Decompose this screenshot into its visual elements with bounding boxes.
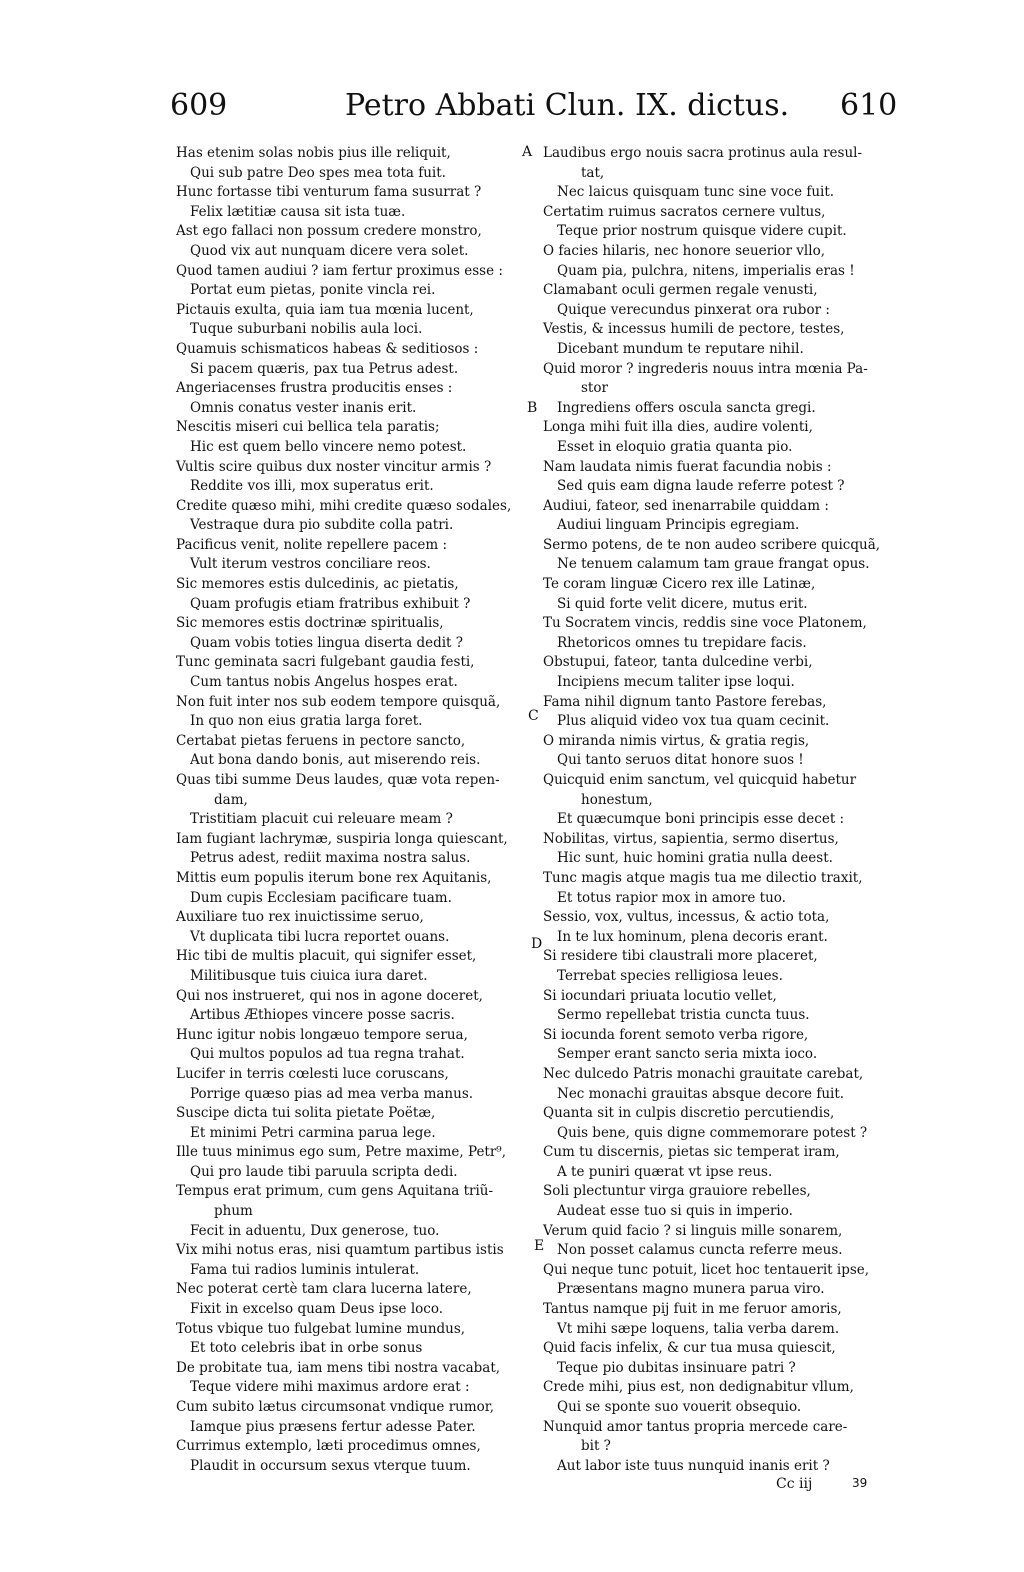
margin-marker-a: A (522, 144, 533, 160)
verse-line: Suscipe dicta tui solita pietate Poëtæ, (176, 1105, 436, 1122)
verse-line: Felix lætitiæ causa sit ista tuæ. (190, 203, 406, 220)
verse-line: Cum tu discernis, pietas sic temperat iram, (543, 1144, 840, 1161)
verse-line: tat, (581, 164, 605, 181)
verse-line: Teque videre mihi maximus ardore erat : (190, 1379, 470, 1396)
verse-line: Et minimi Petri carmina parua lege. (190, 1124, 436, 1141)
page-header (0, 88, 1024, 128)
right-page-number: 610 (840, 88, 898, 123)
verse-line: In te lux hominum, plena decoris erant. (557, 928, 828, 945)
verse-line: Verum quid facio ? si linguis mille sonarem, (543, 1222, 843, 1239)
right-column (543, 144, 898, 1476)
verse-line: Nec monachi grauitas absque decore fuit. (557, 1085, 845, 1102)
verse-line: Clamabant oculi germen regale venusti, (543, 282, 818, 299)
verse-line: Portat eum pietas, ponite vincla rei. (190, 282, 436, 299)
verse-line: Obstupui, fateor, tanta dulcedine verbi, (543, 654, 813, 671)
verse-line: Dicebant mundum te reputare nihil. (557, 340, 804, 357)
verse-line: Aut bona dando bonis, aut miserendo reis. (190, 752, 481, 769)
verse-line: Nec dulcedo Patris monachi grauitate carebat, (543, 1065, 864, 1082)
verse-line: Si residere tibi claustrali more placeret, (543, 948, 818, 965)
margin-marker-d: D (531, 936, 543, 952)
margin-marker-b: B (527, 400, 538, 416)
verse-line: Crede mihi, pius est, non dedignabitur vllum, (543, 1379, 854, 1396)
verse-line: Ille tuus minimus ego sum, Petre maxime, Petr⁹, (176, 1144, 507, 1161)
verse-line: Quod vix aut nunquam dicere vera solet. (190, 242, 469, 259)
verse-line: Quicquid enim sanctum, vel quicquid habetur (543, 772, 857, 788)
verse-line: Has etenim solas nobis pius ille reliquit, (176, 145, 451, 161)
verse-line: Quis bene, quis digne commemorare potest ? (557, 1124, 868, 1141)
verse-line: Qui nos instrueret, qui nos in agone doceret, (176, 987, 483, 1004)
verse-line: stor (581, 380, 608, 397)
verse-line: Auxiliare tuo rex inuictissime seruo, (176, 909, 424, 926)
verse-line: Quanta sit in culpis discretio percutiendis, (543, 1105, 835, 1122)
verse-line: Lucifer in terris cœlesti luce coruscans, (176, 1065, 449, 1082)
verse-line: Tu Socratem vincis, reddis sine voce Platonem, (543, 615, 867, 632)
verse-line: Ne tenuem calamum tam graue frangat opus. (557, 556, 870, 573)
verse-line: Soli plectuntur virga grauiore rebelles, (543, 1183, 811, 1200)
verse-line: Quid facis infelix, & cur tua musa quiescit, (543, 1340, 836, 1357)
verse-line: Sermo potens, de te non audeo scribere quicquã, (543, 536, 881, 553)
verse-line: Hunc fortasse tibi venturum fama susurrat ? (176, 184, 482, 201)
verse-line: Qui pro laude tibi paruula scripta dedi. (190, 1163, 458, 1180)
verse-line: Plus aliquid video vox tua quam cecinit. (557, 713, 830, 730)
verse-line: Te coram linguæ Cicero rex ille Latinæ, (543, 576, 816, 593)
verse-line: Terrebat species relligiosa leues. (557, 967, 783, 984)
verse-line: Porrige quæso pias ad mea verba manus. (190, 1085, 474, 1102)
verse-line: Aut labor iste tuus nunquid inanis erit ? (557, 1457, 830, 1474)
margin-marker-c: C (528, 708, 539, 724)
verse-line: Fama nihil dignum tanto Pastore ferebas, (543, 693, 827, 710)
verse-line: Hunc igitur nobis longæuo tempore serua, (176, 1026, 468, 1043)
verse-line: Artibus Æthiopes vincere posse sacris. (190, 1007, 455, 1024)
verse-line: Vestis, & incessus humili de pectore, testes, (543, 321, 845, 338)
verse-line: Incipiens mecum taliter ipse loqui. (557, 674, 795, 691)
verse-line: Audeat esse tuo si quis in imperio. (557, 1203, 793, 1220)
verse-line: Tempus erat primum, cum gens Aquitana triũ- (176, 1183, 494, 1200)
verse-line: Si pacem quæris, pax tua Petrus adest. (190, 360, 459, 377)
verse-line: Semper erant sancto seria mixta ioco. (557, 1046, 818, 1063)
verse-line: Hic est quem bello vincere nemo potest. (190, 438, 467, 455)
verse-line: Sic memores estis doctrinæ spiritualis, (176, 615, 444, 632)
verse-line: Qui neque tunc potuit, licet hoc tentauerit ipse, (543, 1261, 870, 1278)
verse-line: Reddite vos illi, mox superatus erit. (190, 478, 434, 495)
verse-line: Sed quis eam digna laude referre potest ? (557, 478, 845, 495)
verse-line: Totus vbique tuo fulgebat lumine mundus, (176, 1320, 466, 1337)
running-title: Petro Abbati Clun. IX. dictus. (345, 88, 790, 123)
verse-line: Omnis conatus vester inanis erit. (190, 399, 417, 416)
verse-line: Ingrediens offers oscula sancta gregi. (557, 399, 816, 416)
verse-line: Quam vobis toties lingua diserta dedit ? (190, 634, 463, 651)
verse-line: Cum subito lætus circumsonat vndique rumor, (176, 1399, 495, 1415)
verse-line: Nam laudata nimis fuerat facundia nobis : (543, 458, 832, 475)
verse-line: Pacificus venit, nolite repellere pacem : (176, 536, 447, 553)
verse-line: Nec poterat certè tam clara lucerna latere, (176, 1281, 472, 1298)
verse-line: O miranda nimis virtus, & gratia regis, (543, 732, 810, 749)
verse-line: Qui tanto seruos ditat honore suos ! (557, 752, 804, 769)
verse-line: Hic tibi de multis placuit, qui signifer esset, (176, 948, 477, 965)
verse-line: Currimus extemplo, læti procedimus omnes, (176, 1438, 481, 1455)
verse-line: Non fuit inter nos sub eodem tempore quisquã, (176, 693, 501, 710)
verse-line: Tantus namque pij fuit in me feruor amoris, (543, 1301, 842, 1318)
verse-line: Teque prior nostrum quisque videre cupit. (557, 223, 847, 240)
verse-line: Vt mihi sæpe loquens, talia verba darem. (557, 1320, 840, 1337)
verse-line: Certabat pietas feruens in pectore sancto, (176, 732, 466, 749)
verse-line: Vt duplicata tibi lucra reportet ouans. (190, 928, 450, 945)
verse-line: bit ? (581, 1438, 611, 1455)
verse-line: Fecit in aduentu, Dux generose, tuo. (190, 1222, 440, 1239)
verse-line: Dum cupis Ecclesiam pacificare tuam. (190, 889, 452, 906)
verse-line: A te puniri quærat vt ipse reus. (557, 1163, 773, 1180)
verse-line: Iamque pius præsens fertur adesse Pater. (190, 1418, 476, 1435)
verse-line: Nunquid amor tantus propria mercede care- (543, 1418, 848, 1435)
verse-line: Qui sub patre Deo spes mea tota fuit. (190, 164, 446, 181)
verse-line: Tunc geminata sacri fulgebant gaudia festi, (176, 654, 475, 671)
verse-line: Mittis eum populis iterum bone rex Aquitanis, (176, 869, 492, 886)
margin-marker-e: E (534, 1238, 545, 1254)
verse-line: Ast ego fallaci non possum credere monstro, (176, 223, 482, 240)
verse-line: Et quæcumque boni principis esse decet : (557, 811, 845, 828)
verse-line: Si quid forte velit dicere, mutus erit. (557, 595, 808, 612)
verse-line: Esset in eloquio gratia quanta pio. (557, 438, 793, 455)
verse-line: Præsentans magno munera parua viro. (557, 1281, 825, 1298)
signature-mark: Cc iij (776, 1476, 813, 1492)
verse-line: Angeriacenses frustra producitis enses : (176, 380, 453, 397)
verse-line: Petrus adest, rediit maxima nostra salus. (190, 850, 471, 867)
verse-line: Et toto celebris ibat in orbe sonus (190, 1340, 423, 1357)
verse-line: Quam profugis etiam fratribus exhibuit ? (190, 595, 471, 612)
verse-line: In quo non eius gratia larga foret. (190, 713, 423, 730)
verse-line: Longa mihi fuit illa dies, audire volenti, (543, 419, 813, 436)
verse-line: Quas tibi summe Deus laudes, quæ vota repen- (176, 772, 500, 788)
verse-line: Et totus rapior mox in amore tuo. (557, 889, 786, 906)
verse-line: Sessio, vox, vultus, incessus, & actio tota, (543, 909, 830, 926)
verse-line: Teque pio dubitas insinuare patri ? (557, 1359, 796, 1376)
verse-line: Si iocundari priuata locutio vellet, (543, 987, 777, 1004)
verse-line: Sic memores estis dulcedinis, ac pietatis, (176, 576, 459, 593)
verse-line: Audiui, fateor, sed inenarrabile quiddam : (543, 497, 829, 514)
verse-line: O facies hilaris, nec honore seuerior vllo, (543, 242, 825, 259)
verse-line: Tristitiam placuit cui releuare meam ? (190, 811, 453, 828)
verse-line: phum (214, 1203, 253, 1220)
verse-line: Pictauis exulta, quia iam tua mœnia lucent, (176, 301, 474, 318)
verse-line: Fixit in excelso quam Deus ipse loco. (190, 1301, 444, 1318)
verse-line: Iam fugiant lachrymæ, suspiria longa quiescant, (176, 830, 508, 847)
verse-line: Vix mihi notus eras, nisi quamtum partibus istis (176, 1242, 504, 1259)
verse-line: Qui se sponte suo vouerit obsequio. (557, 1399, 802, 1415)
verse-line: Quique verecundus pinxerat ora rubor : (557, 301, 830, 318)
verse-line: Certatim ruimus sacratos cernere vultus, (543, 203, 826, 220)
verse-line: Si iocunda forent semoto verba rigore, (543, 1026, 809, 1043)
verse-line: Tuque suburbani nobilis aula loci. (190, 321, 423, 338)
verse-line: Nec laicus quisquam tunc sine voce fuit. (557, 184, 835, 201)
verse-line: Quamuis schismaticos habeas & seditiosos : (176, 340, 479, 357)
verse-line: Fama tui radios luminis intulerat. (190, 1261, 420, 1278)
verse-line: honestum, (581, 791, 653, 808)
verse-line: Vult iterum vestros conciliare reos. (190, 556, 431, 573)
verse-line: Nescitis miseri cui bellica tela paratis; (176, 419, 440, 436)
verse-line: Credite quæso mihi, mihi credite quæso sodales, (176, 497, 512, 514)
verse-line: Rhetoricos omnes tu trepidare facis. (557, 634, 807, 651)
verse-line: Quid moror ? ingrederis nouus intra mœnia Pa- (543, 360, 868, 377)
verse-line: Laudibus ergo nouis sacra protinus aula resul- (543, 145, 863, 161)
verse-line: De probitate tua, iam mens tibi nostra vacabat, (176, 1359, 501, 1376)
verse-line: Hic sunt, huic homini gratia nulla deest. (557, 850, 833, 867)
left-column (176, 144, 521, 1476)
verse-line: Plaudit in occursum sexus vterque tuum. (190, 1457, 471, 1474)
verse-line: Sermo repellebat tristia cuncta tuus. (557, 1007, 810, 1024)
left-page-number: 609 (170, 88, 228, 123)
verse-line: Nobilitas, virtus, sapientia, sermo disertus, (543, 830, 839, 847)
verse-line: Vestraque dura pio subdite colla patri. (190, 517, 454, 534)
verse-line: Tunc magis atque magis tua me dilectio traxit, (543, 869, 863, 886)
verse-line: dam, (214, 791, 248, 808)
verse-line: Vultis scire quibus dux noster vincitur armis ? (176, 458, 492, 475)
verse-line: Quod tamen audiui ? iam fertur proximus esse : (176, 262, 503, 279)
verse-line: Cum tantus nobis Angelus hospes erat. (190, 674, 458, 691)
verse-line: Qui multos populos ad tua regna trahat. (190, 1046, 465, 1063)
verse-line: Militibusque tuis ciuica iura daret. (190, 967, 428, 984)
verse-line: Audiui linguam Principis egregiam. (557, 517, 800, 534)
verse-line: Non posset calamus cuncta referre meus. (557, 1242, 843, 1259)
scan-page-number: 39 (852, 1476, 868, 1490)
verse-line: Quam pia, pulchra, nitens, imperialis eras ! (557, 262, 855, 279)
